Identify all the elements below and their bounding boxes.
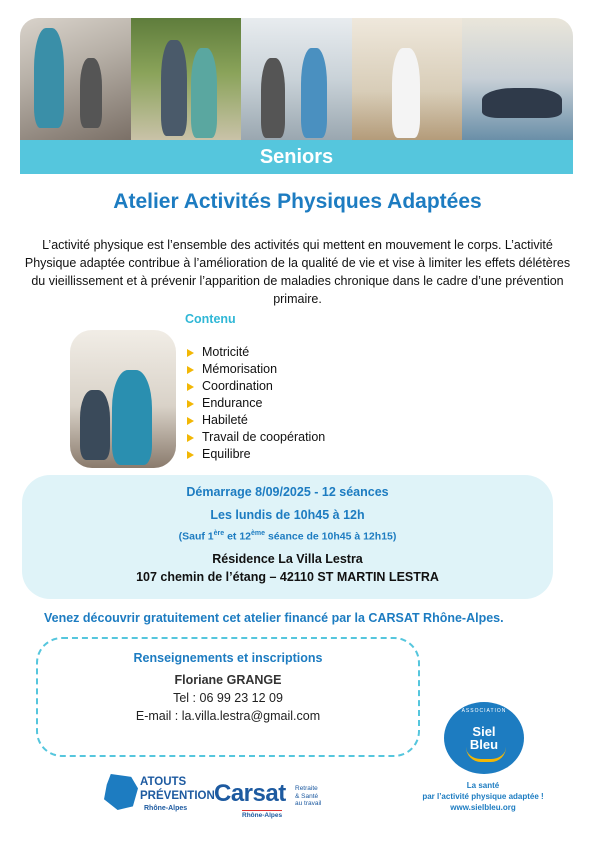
session-days: Les lundis de 10h45 à 12h bbox=[210, 508, 365, 522]
contact-email: E-mail : la.villa.lestra@gmail.com bbox=[135, 709, 321, 723]
contenu-list bbox=[187, 344, 325, 463]
intro-paragraph: L’activité physique est l’ensemble des activités qui mettent en mouvement le corps. L’activité Physique adaptée contribue à l’amélioration de la qualité de vie et vise à limiter les effets délétères du vieillissement et à prévenir l’apparition de maladies chronique dans le cadre d’une prévention primaire. bbox=[24, 238, 571, 306]
schedule-box bbox=[22, 475, 553, 599]
siel-bleu-website[interactable]: www.sielbleu.org bbox=[450, 803, 516, 812]
carsat-logo: Carsat Retraite & Santé au travail Rhône-Alpes bbox=[214, 780, 322, 819]
coach-photo bbox=[70, 330, 176, 468]
photo-floor-exercise bbox=[462, 18, 573, 140]
list-item: Motricité bbox=[187, 344, 325, 361]
contact-heading: Renseignements et inscriptions bbox=[133, 651, 323, 665]
contact-phone: Tel : 06 99 23 12 09 bbox=[173, 691, 283, 705]
photo-arms-raised bbox=[352, 18, 463, 140]
list-item: Coordination bbox=[187, 378, 325, 395]
photo-walking-seniors bbox=[131, 18, 242, 140]
list-item: Equilibre bbox=[187, 446, 325, 463]
header-photo-banner bbox=[20, 18, 573, 140]
photo-group-exercise bbox=[20, 18, 131, 140]
page-title: Atelier Activités Physiques Adaptées bbox=[113, 190, 482, 213]
siel-bleu-tagline: La santé par l’activité physique adaptée ! www.sielbleu.org bbox=[408, 780, 558, 813]
photo-stretching-class bbox=[241, 18, 352, 140]
smile-icon bbox=[466, 747, 506, 762]
session-exception: (Sauf 1ère et 12ème séance de 10h45 à 12h15) bbox=[178, 530, 397, 543]
bullet-arrow-icon bbox=[187, 366, 194, 374]
list-item: Travail de coopération bbox=[187, 429, 325, 446]
list-item: Endurance bbox=[187, 395, 325, 412]
bullet-arrow-icon bbox=[187, 434, 194, 442]
region-map-icon bbox=[104, 774, 138, 810]
list-item: Mémorisation bbox=[187, 361, 325, 378]
venue-name: Résidence La Villa Lestra bbox=[212, 552, 363, 566]
siel-bleu-logo: ASSOCIATION Siel Bleu bbox=[444, 702, 524, 774]
bullet-arrow-icon bbox=[187, 349, 194, 357]
venue-address: 107 chemin de l’étang – 42110 ST MARTIN LESTRA bbox=[136, 570, 439, 584]
contenu-heading: Contenu bbox=[185, 312, 236, 326]
invitation-text: Venez découvrir gratuitement cet atelier financé par la CARSAT Rhône-Alpes. bbox=[44, 611, 504, 625]
audience-band: Seniors bbox=[20, 140, 573, 174]
atouts-prevention-logo: ATOUTS PRÉVENTION Rhône-Alpes bbox=[104, 770, 204, 822]
bullet-arrow-icon bbox=[187, 451, 194, 459]
bullet-arrow-icon bbox=[187, 417, 194, 425]
contact-box bbox=[36, 637, 420, 757]
bullet-arrow-icon bbox=[187, 383, 194, 391]
start-date: Démarrage 8/09/2025 - 12 séances bbox=[186, 485, 389, 499]
list-item: Habileté bbox=[187, 412, 325, 429]
contact-name: Floriane GRANGE bbox=[174, 673, 282, 687]
bullet-arrow-icon bbox=[187, 400, 194, 408]
